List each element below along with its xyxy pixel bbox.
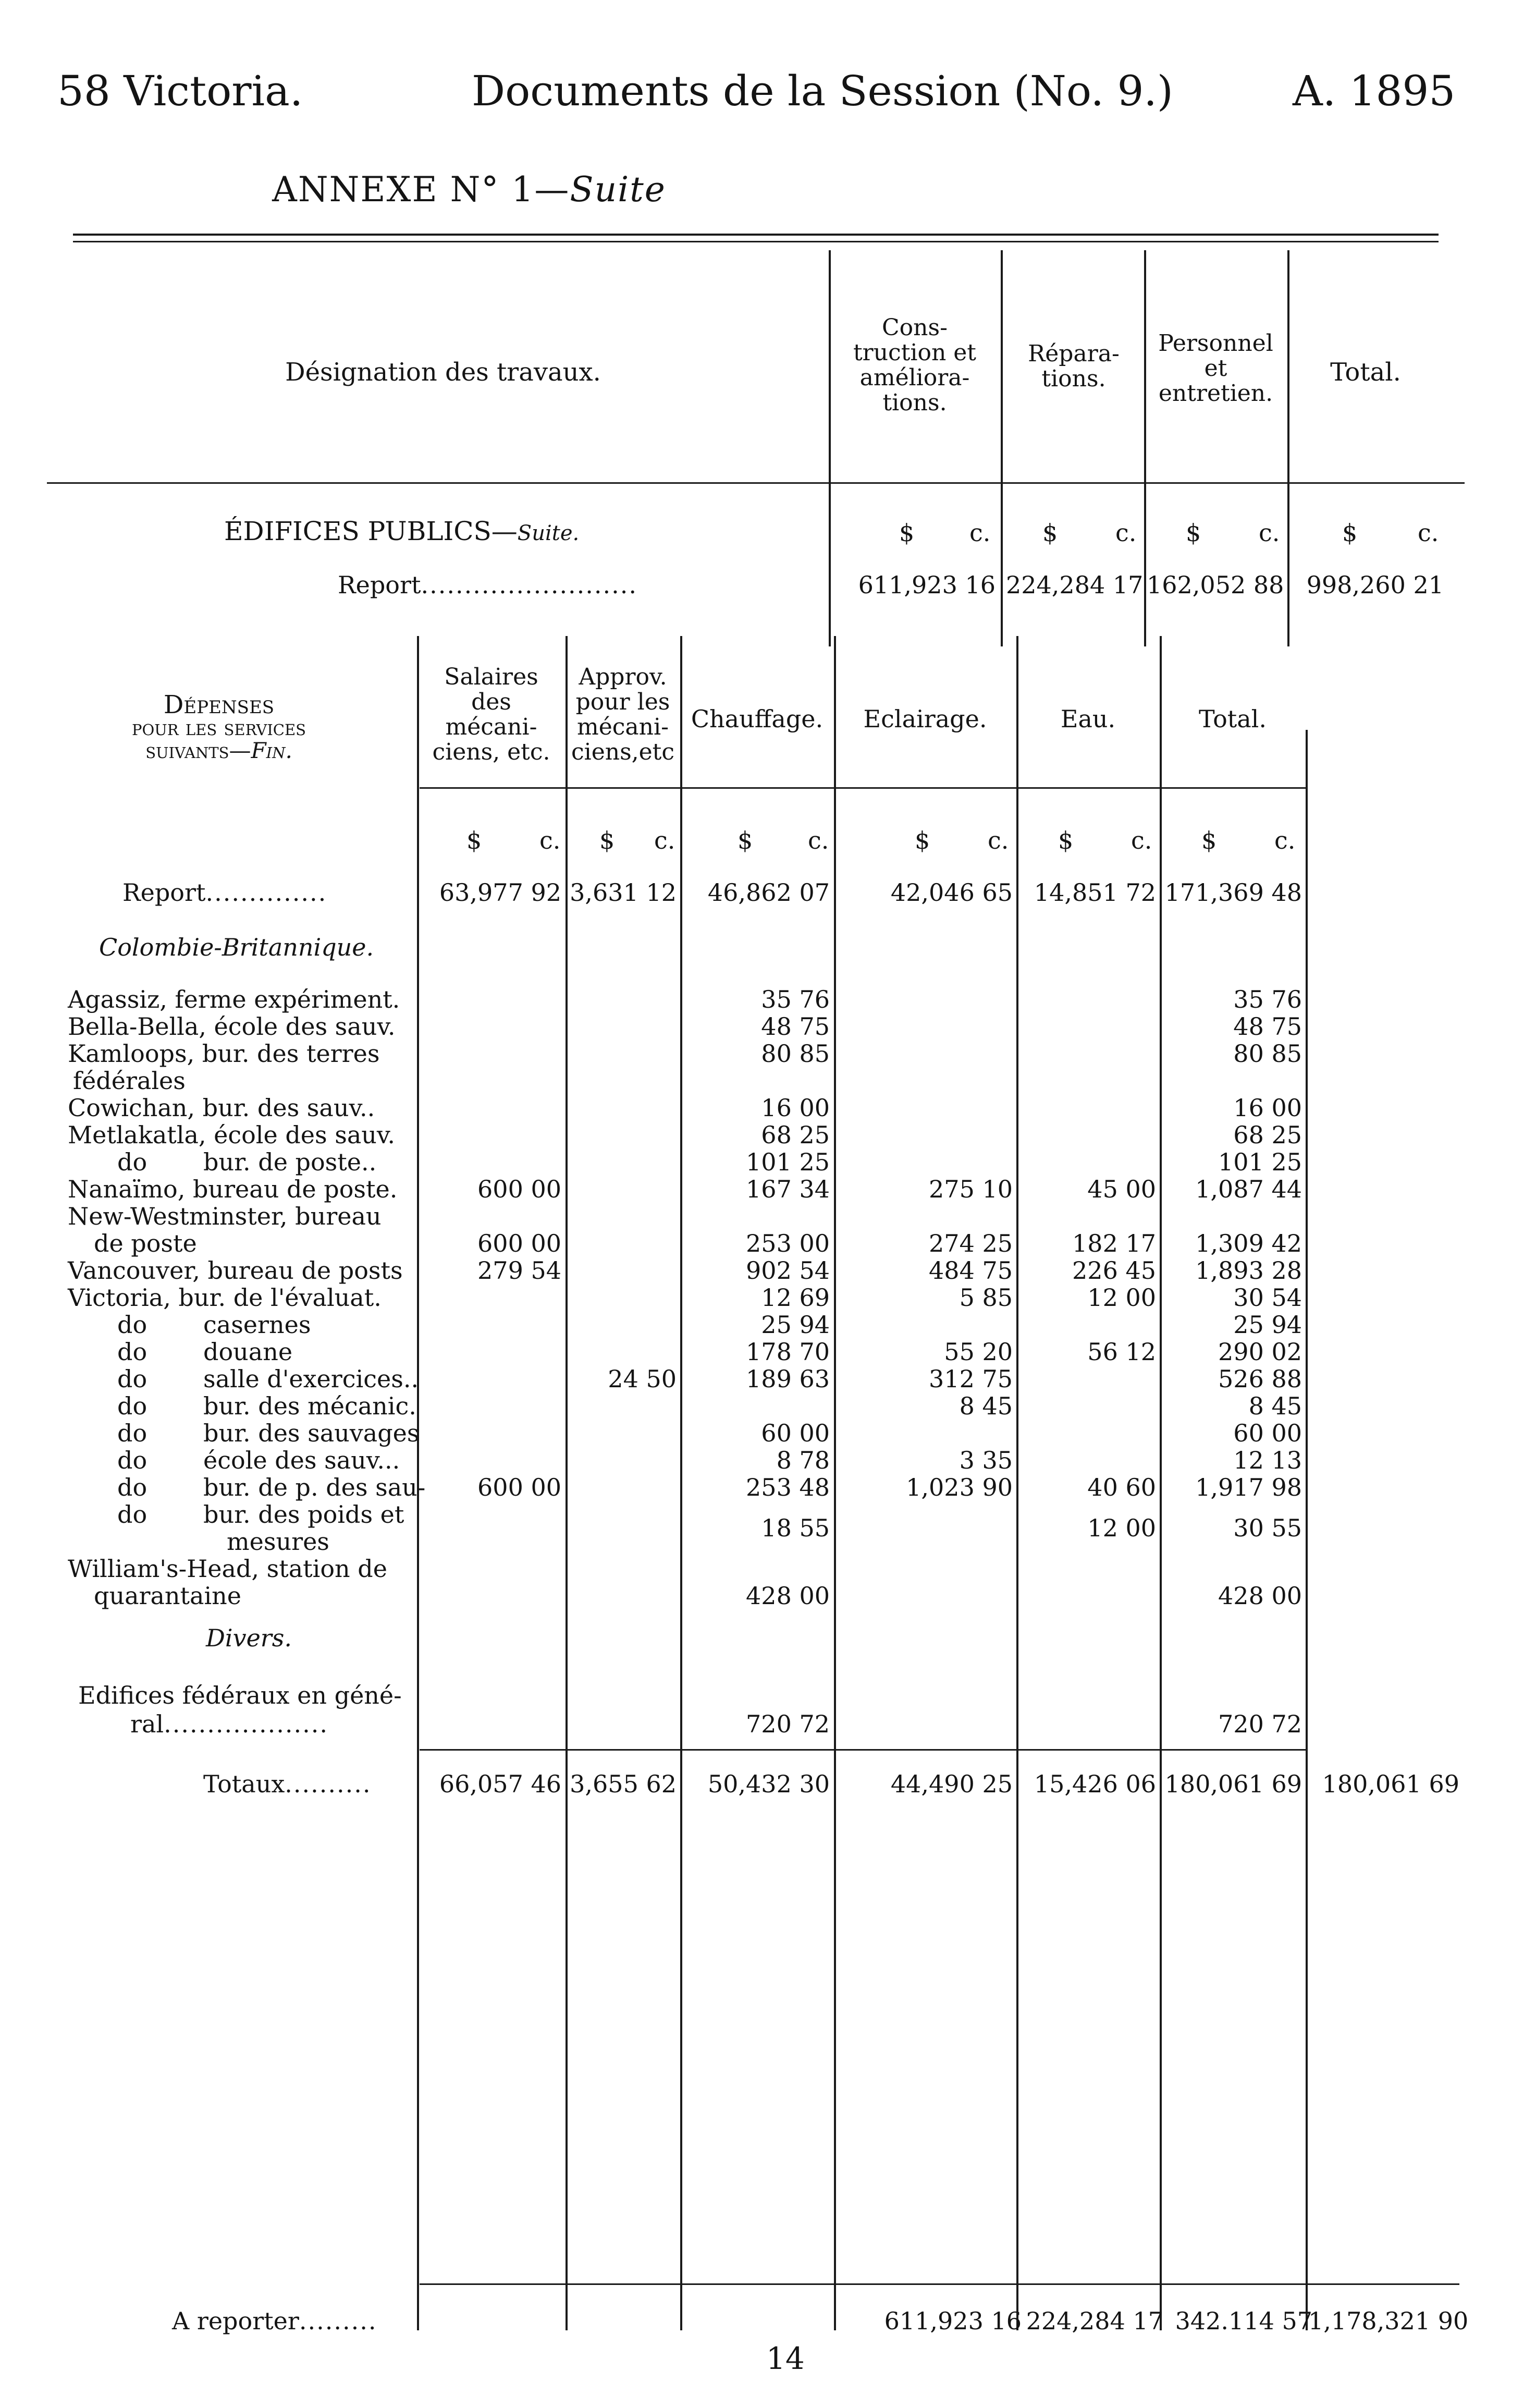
col-salaires: Salaires des mécani- ciens, etc. (432, 664, 550, 765)
sub-col-line (1160, 636, 1162, 2330)
totaux-salaires: 66,057 46 (439, 1770, 561, 1798)
cell-chauffage: 68 25 (761, 1121, 830, 1149)
cell-chauffage: 12 69 (761, 1284, 830, 1312)
divers-total: 720 72 (1218, 1710, 1302, 1738)
cell-eclairage: 274 25 (929, 1229, 1013, 1257)
cell-eau: 56 12 (1087, 1338, 1156, 1366)
row-label-do: do (117, 1446, 148, 1474)
currency-cents: c. (1115, 519, 1137, 547)
cell-eau: 40 60 (1087, 1473, 1156, 1501)
col-construction: Cons- truction et améliora- tions. (853, 314, 976, 416)
row-label-do: do (117, 1311, 148, 1339)
report-label: Report......................... (338, 571, 638, 599)
section-title: ÉDIFICES PUBLICS—Suite. (224, 516, 580, 546)
currency-dollar: $ (1186, 519, 1201, 547)
currency-cents: c. (969, 519, 991, 547)
a-reporter-personnel: 342.114 57 (1175, 2307, 1312, 2335)
cell-total: 101 25 (1218, 1148, 1302, 1176)
row-label-do: do (117, 1148, 148, 1176)
cell-total: 25 94 (1233, 1311, 1302, 1339)
cell-total: 290 02 (1218, 1338, 1302, 1366)
row-label-do: do (117, 1419, 148, 1447)
totaux-chauffage: 50,432 30 (707, 1770, 830, 1798)
cell-chauffage: 253 00 (746, 1229, 830, 1257)
currency-dollar: $ (1042, 519, 1058, 547)
sub-report-approv: 3,631 12 (570, 878, 677, 907)
sub-col-line (566, 636, 568, 2330)
cell-total: 1,087 44 (1195, 1175, 1302, 1203)
top-header-rule (47, 482, 1465, 484)
report-total: 998,260 21 (1306, 571, 1444, 599)
cell-eau: 182 17 (1072, 1229, 1156, 1257)
top-col-line (1287, 250, 1289, 646)
cell-total: 1,893 28 (1195, 1256, 1302, 1285)
cell-chauffage: 167 34 (746, 1175, 830, 1203)
sub-col-line (1306, 730, 1308, 2330)
cell-chauffage: 189 63 (746, 1365, 830, 1393)
row-label-cont: de poste (94, 1229, 197, 1257)
cell-total: 1,309 42 (1195, 1229, 1302, 1257)
row-label: douane (203, 1338, 293, 1366)
sub-report-total: 171,369 48 (1164, 878, 1302, 907)
currency-dollar: $ (915, 826, 930, 854)
currency-cents: c. (539, 826, 561, 854)
cell-eclairage: 312 75 (929, 1365, 1013, 1393)
cell-chauffage: 16 00 (761, 1094, 830, 1122)
currency-dollar: $ (599, 826, 615, 854)
totaux-total: 180,061 69 (1164, 1770, 1302, 1798)
sub-report-eclairage: 42,046 65 (890, 878, 1013, 907)
totaux-grand-total: 180,061 69 (1322, 1770, 1459, 1798)
currency-dollar: $ (1201, 826, 1217, 854)
cell-chauffage: 253 48 (746, 1473, 830, 1501)
cell-approv: 24 50 (608, 1365, 677, 1393)
row-label: bur. des poids et (203, 1500, 404, 1529)
row-label: bur. de p. des sau- (203, 1473, 426, 1501)
sub-report-salaires: 63,977 92 (439, 878, 561, 907)
top-double-rule-1 (73, 234, 1439, 236)
currency-cents: c. (1418, 519, 1439, 547)
cell-chauffage: 902 54 (746, 1256, 830, 1285)
row-label: New-Westminster, bureau (68, 1202, 382, 1230)
col-eau: Eau. (1060, 705, 1116, 733)
cell-eclairage: 55 20 (944, 1338, 1013, 1366)
col-chauffage: Chauffage. (691, 705, 824, 733)
row-label: William's-Head, station de (68, 1555, 387, 1583)
currency-cents: c. (1131, 826, 1152, 854)
report-reparations: 224,284 17 (1006, 571, 1144, 599)
cell-chauffage: 101 25 (746, 1148, 830, 1176)
col-personnel: Personnel et entretien. (1158, 330, 1273, 407)
sub-col-line (834, 636, 836, 2330)
row-label: école des sauv... (203, 1446, 400, 1474)
currency-dollar: $ (738, 826, 753, 854)
row-label-do: do (117, 1392, 148, 1420)
row-label-do: do (117, 1338, 148, 1366)
cell-total: 35 76 (1233, 985, 1302, 1013)
col-total: Total. (1330, 358, 1401, 387)
cell-total: 1,917 98 (1195, 1473, 1302, 1501)
row-label: Nanaïmo, bureau de poste. (68, 1175, 398, 1203)
cell-chauffage: 35 76 (761, 985, 830, 1013)
totaux-label: Totaux.......... (203, 1770, 372, 1798)
totaux-eau: 15,426 06 (1034, 1770, 1156, 1798)
cell-total: 30 55 (1233, 1514, 1302, 1542)
cell-eau: 12 00 (1087, 1514, 1156, 1542)
cell-chauffage: 60 00 (761, 1419, 830, 1447)
top-col-line (1001, 250, 1003, 646)
col-sub-total: Total. (1198, 705, 1267, 733)
cell-eclairage: 5 85 (959, 1284, 1013, 1312)
cell-eau: 12 00 (1087, 1284, 1156, 1312)
row-label-do: do (117, 1473, 148, 1501)
cell-salaires: 600 00 (477, 1175, 561, 1203)
divers-chauffage: 720 72 (746, 1710, 830, 1738)
cell-salaires: 600 00 (477, 1229, 561, 1257)
row-label: bur. de poste.. (203, 1148, 377, 1176)
row-label-do: do (117, 1500, 148, 1529)
a-reporter-construction: 611,923 16 (884, 2307, 1022, 2335)
cell-eclairage: 275 10 (929, 1175, 1013, 1203)
divers-label: Edifices fédéraux en géné- (78, 1681, 402, 1709)
col-approv: Approv. pour les mécani- ciens,etc (571, 664, 675, 765)
currency-dollar: $ (899, 519, 915, 547)
row-label: Kamloops, bur. des terres (68, 1040, 380, 1068)
row-label-cont: quarantaine (94, 1582, 242, 1610)
row-label-cont: fédérales (73, 1067, 186, 1095)
totaux-eclairage: 44,490 25 (890, 1770, 1013, 1798)
footer-rule (420, 2283, 1459, 2285)
annex-title: ANNEXE N° 1—Suite (272, 169, 666, 210)
totaux-rule (420, 1749, 1306, 1751)
row-label-cont: mesures (227, 1527, 329, 1556)
cell-total: 80 85 (1233, 1040, 1302, 1068)
cell-total: 12 13 (1233, 1446, 1302, 1474)
col-designation: Désignation des travaux. (285, 358, 601, 387)
currency-cents: c. (1274, 826, 1296, 854)
sub-col-line (680, 636, 682, 2330)
a-reporter-reparations: 224,284 17 (1026, 2307, 1163, 2335)
cell-total: 30 54 (1233, 1284, 1302, 1312)
top-col-line (1144, 250, 1146, 646)
row-label: bur. des mécanic. (203, 1392, 416, 1420)
cell-eclairage: 8 45 (959, 1392, 1013, 1420)
col-eclairage: Eclairage. (863, 705, 987, 733)
header-document-title: Documents de la Session (No. 9.) (472, 67, 1174, 115)
sub-header-rule (420, 787, 1306, 789)
cell-total: 8 45 (1248, 1392, 1302, 1420)
row-label: Vancouver, bureau de posts (68, 1256, 403, 1285)
sub-report-label: Report.............. (122, 878, 327, 907)
divers-heading: Divers. (206, 1624, 292, 1652)
cell-total: 526 88 (1218, 1365, 1302, 1393)
currency-dollar: $ (466, 826, 482, 854)
cell-chauffage: 48 75 (761, 1012, 830, 1041)
cell-total: 48 75 (1233, 1012, 1302, 1041)
cell-total: 68 25 (1233, 1121, 1302, 1149)
col-reparations: Répara- tions. (1028, 340, 1120, 392)
report-personnel: 162,052 88 (1147, 571, 1284, 599)
currency-cents: c. (1259, 519, 1280, 547)
cell-eau: 45 00 (1087, 1175, 1156, 1203)
currency-cents: c. (988, 826, 1009, 854)
sub-report-chauffage: 46,862 07 (707, 878, 830, 907)
divers-label-2: ral................... (130, 1710, 328, 1738)
cell-total: 428 00 (1218, 1582, 1302, 1610)
row-label: Cowichan, bur. des sauv.. (68, 1094, 375, 1122)
sub-report-eau: 14,851 72 (1034, 878, 1156, 907)
cell-chauffage: 8 78 (776, 1446, 830, 1474)
row-label: Agassiz, ferme expériment. (68, 985, 400, 1013)
sub-col-line (1016, 636, 1018, 2330)
cell-salaires: 279 54 (477, 1256, 561, 1285)
row-label: casernes (203, 1311, 311, 1339)
page-number: 14 (766, 2341, 805, 2376)
cell-chauffage: 18 55 (761, 1514, 830, 1542)
province-heading: Colombie-Britannique. (99, 933, 374, 961)
row-label: Bella-Bella, école des sauv. (68, 1012, 396, 1041)
currency-dollar: $ (1058, 826, 1074, 854)
cell-chauffage: 80 85 (761, 1040, 830, 1068)
cell-total: 16 00 (1233, 1094, 1302, 1122)
cell-chauffage: 428 00 (746, 1582, 830, 1610)
report-construction: 611,923 16 (858, 571, 996, 599)
cell-chauffage: 178 70 (746, 1338, 830, 1366)
cell-eclairage: 3 35 (959, 1446, 1013, 1474)
a-reporter-total: 1,178,321 90 (1308, 2307, 1469, 2335)
row-label: bur. des sauvages (203, 1419, 420, 1447)
row-label: Metlakatla, école des sauv. (68, 1121, 396, 1149)
totaux-approv: 3,655 62 (570, 1770, 677, 1798)
top-col-line (829, 250, 831, 646)
row-label: salle d'exercices.. (203, 1365, 419, 1393)
cell-eclairage: 1,023 90 (906, 1473, 1013, 1501)
row-label: Victoria, bur. de l'évaluat. (68, 1284, 382, 1312)
currency-dollar: $ (1342, 519, 1358, 547)
cell-chauffage: 25 94 (761, 1311, 830, 1339)
header-year: A. 1895 (1293, 67, 1456, 115)
currency-cents: c. (654, 826, 675, 854)
side-title: Dépenses pour les services suivants—Fin. (131, 690, 306, 763)
header-session-year: 58 Victoria. (57, 67, 303, 115)
row-label-do: do (117, 1365, 148, 1393)
cell-total: 60 00 (1233, 1419, 1302, 1447)
currency-cents: c. (808, 826, 829, 854)
a-reporter-label: A reporter......... (172, 2307, 377, 2335)
cell-salaires: 600 00 (477, 1473, 561, 1501)
top-double-rule-2 (73, 241, 1439, 242)
cell-eau: 226 45 (1072, 1256, 1156, 1285)
cell-eclairage: 484 75 (929, 1256, 1013, 1285)
